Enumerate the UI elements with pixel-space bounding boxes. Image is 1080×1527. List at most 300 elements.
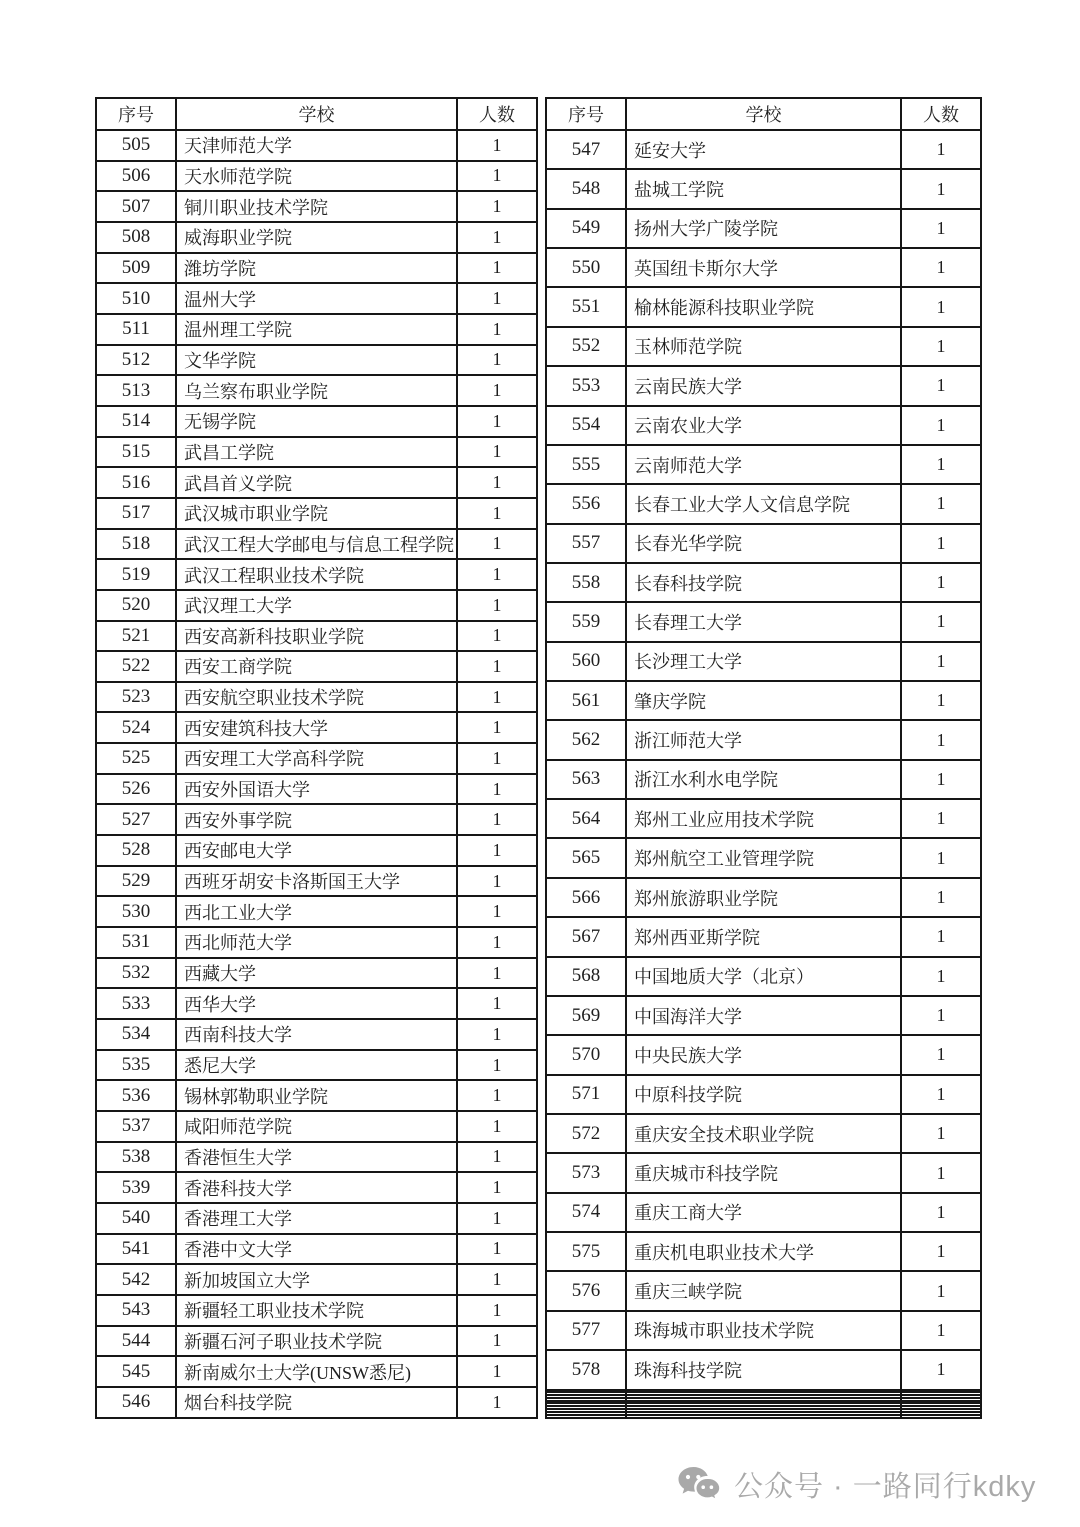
table-row (96, 1295, 537, 1326)
footer-text: 公众号 · 一路同行kdky (734, 1470, 1037, 1503)
table-row (546, 524, 981, 563)
school-cell: 重庆城市科技学院 (626, 1153, 901, 1192)
count-cell: 1 (901, 209, 981, 248)
table-row (96, 1387, 537, 1418)
school-cell: 延安大学 (626, 130, 901, 169)
serial-cell: 567 (546, 917, 626, 956)
school-cell: 潍坊学院 (176, 253, 457, 284)
count-cell: 1 (901, 878, 981, 917)
empty-row (546, 1415, 981, 1418)
table-row (96, 345, 537, 376)
school-cell: 长春光华学院 (626, 524, 901, 563)
count-cell: 1 (901, 957, 981, 996)
serial-cell: 530 (96, 896, 176, 927)
serial-cell: 551 (546, 287, 626, 326)
footer (676, 1460, 1036, 1508)
school-cell: 西安理工大学高科学院 (176, 743, 457, 774)
table-row (546, 1193, 981, 1232)
count-cell: 1 (457, 498, 537, 529)
school-cell: 西北师范大学 (176, 927, 457, 958)
serial-cell: 578 (546, 1350, 626, 1389)
serial-cell: 569 (546, 996, 626, 1035)
count-cell: 1 (901, 169, 981, 208)
serial-cell: 558 (546, 563, 626, 602)
school-cell: 西安邮电大学 (176, 835, 457, 866)
serial-cell: 566 (546, 878, 626, 917)
serial-cell: 549 (546, 209, 626, 248)
school-cell: 乌兰察布职业学院 (176, 375, 457, 406)
count-cell: 1 (457, 1387, 537, 1418)
school-cell: 郑州航空工业管理学院 (626, 838, 901, 877)
count-cell: 1 (901, 838, 981, 877)
school-cell: 云南师范大学 (626, 445, 901, 484)
school-cell: 新加坡国立大学 (176, 1264, 457, 1295)
school-cell: 香港中文大学 (176, 1234, 457, 1265)
school-cell: 郑州工业应用技术学院 (626, 799, 901, 838)
table-row (96, 1050, 537, 1081)
table-row (96, 375, 537, 406)
count-cell: 1 (457, 406, 537, 437)
school-cell: 西安高新科技职业学院 (176, 621, 457, 652)
school-cell: 浙江师范大学 (626, 720, 901, 759)
serial-cell: 568 (546, 957, 626, 996)
count-cell: 1 (901, 681, 981, 720)
serial-cell: 505 (96, 130, 176, 161)
count-cell: 1 (457, 253, 537, 284)
table-row (96, 621, 537, 652)
table-row (546, 799, 981, 838)
table-row (546, 838, 981, 877)
table-row (96, 774, 537, 805)
serial-cell: 523 (96, 682, 176, 713)
school-cell: 咸阳师范学院 (176, 1111, 457, 1142)
count-cell: 1 (457, 896, 537, 927)
count-cell: 1 (901, 248, 981, 287)
school-cell: 英国纽卡斯尔大学 (626, 248, 901, 287)
school-cell: 新疆轻工职业技术学院 (176, 1295, 457, 1326)
school-cell: 珠海科技学院 (626, 1350, 901, 1389)
serial-cell: 548 (546, 169, 626, 208)
school-cell: 长春工业大学人文信息学院 (626, 484, 901, 523)
table-row (546, 1311, 981, 1350)
school-cell: 重庆机电职业技术大学 (626, 1232, 901, 1271)
serial-cell: 517 (96, 498, 176, 529)
count-cell: 1 (457, 1111, 537, 1142)
serial-cell: 562 (546, 720, 626, 759)
count-cell: 1 (457, 621, 537, 652)
table-row (546, 1114, 981, 1153)
serial-cell: 564 (546, 799, 626, 838)
count-cell: 1 (901, 327, 981, 366)
count-cell: 1 (901, 917, 981, 956)
table-row (96, 1080, 537, 1111)
count-cell: 1 (901, 642, 981, 681)
table-row (96, 804, 537, 835)
serial-cell: 547 (546, 130, 626, 169)
count-cell: 1 (457, 774, 537, 805)
school-cell: 无锡学院 (176, 406, 457, 437)
count-cell: 1 (901, 287, 981, 326)
table-row (96, 283, 537, 314)
column-header: 学校 (626, 98, 901, 130)
serial-cell: 542 (96, 1264, 176, 1295)
school-cell: 浙江水利水电学院 (626, 760, 901, 799)
count-cell: 1 (457, 1295, 537, 1326)
table-row (96, 529, 537, 560)
school-cell: 重庆安全技术职业学院 (626, 1114, 901, 1153)
serial-cell: 561 (546, 681, 626, 720)
count-cell: 1 (901, 1350, 981, 1389)
school-cell: 西藏大学 (176, 958, 457, 989)
empty-cell (901, 1415, 981, 1418)
table-row (96, 406, 537, 437)
serial-cell: 539 (96, 1172, 176, 1203)
school-cell: 重庆三峡学院 (626, 1271, 901, 1310)
table-row (96, 682, 537, 713)
serial-cell: 576 (546, 1271, 626, 1310)
count-cell: 1 (457, 1234, 537, 1265)
count-cell: 1 (457, 1019, 537, 1050)
serial-cell: 565 (546, 838, 626, 877)
column-header: 人数 (457, 98, 537, 130)
tables-container (95, 97, 982, 1419)
table-row (96, 1172, 537, 1203)
count-cell: 1 (457, 958, 537, 989)
count-cell: 1 (901, 406, 981, 445)
serial-cell: 507 (96, 191, 176, 222)
table-row (96, 988, 537, 1019)
table-row (546, 878, 981, 917)
serial-cell: 524 (96, 712, 176, 743)
serial-cell: 531 (96, 927, 176, 958)
count-cell: 1 (457, 712, 537, 743)
count-cell: 1 (457, 1172, 537, 1203)
table-row (96, 1019, 537, 1050)
count-cell: 1 (901, 366, 981, 405)
count-cell: 1 (901, 130, 981, 169)
serial-cell: 511 (96, 314, 176, 345)
column-header: 序号 (96, 98, 176, 130)
serial-cell: 575 (546, 1232, 626, 1271)
serial-cell: 574 (546, 1193, 626, 1232)
table-row (96, 314, 537, 345)
count-cell: 1 (457, 1356, 537, 1387)
count-cell: 1 (901, 720, 981, 759)
table-row (96, 712, 537, 743)
empty-cell (626, 1415, 901, 1418)
table-row (546, 445, 981, 484)
table-row (96, 1264, 537, 1295)
table-row (96, 590, 537, 621)
serial-cell: 559 (546, 602, 626, 641)
table-row (546, 287, 981, 326)
count-cell: 1 (901, 602, 981, 641)
table-row (546, 563, 981, 602)
table-row (96, 559, 537, 590)
count-cell: 1 (457, 161, 537, 192)
school-cell: 中央民族大学 (626, 1035, 901, 1074)
serial-cell: 544 (96, 1326, 176, 1357)
serial-cell: 546 (96, 1387, 176, 1418)
count-cell: 1 (901, 563, 981, 602)
serial-cell: 556 (546, 484, 626, 523)
school-cell: 榆林能源科技职业学院 (626, 287, 901, 326)
school-cell: 香港理工大学 (176, 1203, 457, 1234)
column-header: 序号 (546, 98, 626, 130)
school-cell: 悉尼大学 (176, 1050, 457, 1081)
school-cell: 武汉城市职业学院 (176, 498, 457, 529)
school-cell: 新疆石河子职业技术学院 (176, 1326, 457, 1357)
serial-cell: 509 (96, 253, 176, 284)
table-row (546, 366, 981, 405)
table-row (546, 917, 981, 956)
count-cell: 1 (457, 804, 537, 835)
school-table-right (545, 97, 982, 1419)
table-row (546, 248, 981, 287)
table-row (96, 1234, 537, 1265)
count-cell: 1 (901, 1075, 981, 1114)
school-cell: 香港科技大学 (176, 1172, 457, 1203)
table-row (546, 1350, 981, 1389)
count-cell: 1 (457, 743, 537, 774)
count-cell: 1 (901, 996, 981, 1035)
school-cell: 武昌工学院 (176, 437, 457, 468)
school-cell: 长春科技学院 (626, 563, 901, 602)
school-cell: 西安外国语大学 (176, 774, 457, 805)
serial-cell: 510 (96, 283, 176, 314)
school-cell: 西安外事学院 (176, 804, 457, 835)
school-cell: 温州理工学院 (176, 314, 457, 345)
table-row (96, 222, 537, 253)
table-row (96, 191, 537, 222)
table-row (546, 484, 981, 523)
serial-cell: 577 (546, 1311, 626, 1350)
school-table-left (95, 97, 538, 1419)
serial-cell: 552 (546, 327, 626, 366)
school-cell: 香港恒生大学 (176, 1142, 457, 1173)
table-row (546, 996, 981, 1035)
school-cell: 中原科技学院 (626, 1075, 901, 1114)
count-cell: 1 (457, 1050, 537, 1081)
count-cell: 1 (901, 1193, 981, 1232)
school-cell: 玉林师范学院 (626, 327, 901, 366)
serial-cell: 528 (96, 835, 176, 866)
school-cell: 云南民族大学 (626, 366, 901, 405)
empty-cell (546, 1415, 626, 1418)
count-cell: 1 (901, 445, 981, 484)
serial-cell: 518 (96, 529, 176, 560)
school-cell: 武汉工程职业技术学院 (176, 559, 457, 590)
table-row (546, 602, 981, 641)
table-row (546, 1075, 981, 1114)
school-cell: 新南威尔士大学(UNSW悉尼) (176, 1356, 457, 1387)
count-cell: 1 (901, 1114, 981, 1153)
serial-cell: 520 (96, 590, 176, 621)
column-header: 学校 (176, 98, 457, 130)
table-row (96, 1326, 537, 1357)
serial-cell: 522 (96, 651, 176, 682)
count-cell: 1 (457, 437, 537, 468)
table-row (546, 1232, 981, 1271)
table-row (546, 642, 981, 681)
table-row (96, 1111, 537, 1142)
count-cell: 1 (901, 1271, 981, 1310)
table-row (96, 437, 537, 468)
serial-cell: 545 (96, 1356, 176, 1387)
table-row (546, 169, 981, 208)
school-cell: 西北工业大学 (176, 896, 457, 927)
table-row (96, 866, 537, 897)
school-cell: 西南科技大学 (176, 1019, 457, 1050)
school-cell: 郑州旅游职业学院 (626, 878, 901, 917)
serial-cell: 521 (96, 621, 176, 652)
serial-cell: 512 (96, 345, 176, 376)
serial-cell: 538 (96, 1142, 176, 1173)
count-cell: 1 (901, 1311, 981, 1350)
count-cell: 1 (457, 283, 537, 314)
school-cell: 锡林郭勒职业学院 (176, 1080, 457, 1111)
school-cell: 云南农业大学 (626, 406, 901, 445)
school-cell: 武昌首义学院 (176, 467, 457, 498)
school-cell: 扬州大学广陵学院 (626, 209, 901, 248)
serial-cell: 555 (546, 445, 626, 484)
count-cell: 1 (901, 799, 981, 838)
count-cell: 1 (457, 529, 537, 560)
table-row (96, 835, 537, 866)
table-row (96, 498, 537, 529)
table-row (96, 1142, 537, 1173)
count-cell: 1 (457, 130, 537, 161)
table-row (96, 253, 537, 284)
count-cell: 1 (457, 866, 537, 897)
school-cell: 武汉理工大学 (176, 590, 457, 621)
school-cell: 铜川职业技术学院 (176, 191, 457, 222)
table-row (546, 720, 981, 759)
table-row (546, 1035, 981, 1074)
serial-cell: 573 (546, 1153, 626, 1192)
serial-cell: 506 (96, 161, 176, 192)
serial-cell: 525 (96, 743, 176, 774)
serial-cell: 529 (96, 866, 176, 897)
serial-cell: 514 (96, 406, 176, 437)
count-cell: 1 (901, 1153, 981, 1192)
table-row (96, 927, 537, 958)
school-cell: 珠海城市职业技术学院 (626, 1311, 901, 1350)
count-cell: 1 (457, 1080, 537, 1111)
school-cell: 天津师范大学 (176, 130, 457, 161)
serial-cell: 516 (96, 467, 176, 498)
count-cell: 1 (457, 1326, 537, 1357)
table-row (96, 958, 537, 989)
school-cell: 西华大学 (176, 988, 457, 1019)
school-cell: 西安航空职业技术学院 (176, 682, 457, 713)
serial-cell: 571 (546, 1075, 626, 1114)
count-cell: 1 (901, 1232, 981, 1271)
serial-cell: 540 (96, 1203, 176, 1234)
school-cell: 长春理工大学 (626, 602, 901, 641)
serial-cell: 560 (546, 642, 626, 681)
school-cell: 烟台科技学院 (176, 1387, 457, 1418)
serial-cell: 543 (96, 1295, 176, 1326)
school-cell: 温州大学 (176, 283, 457, 314)
table-row (96, 467, 537, 498)
serial-cell: 572 (546, 1114, 626, 1153)
school-cell: 重庆工商大学 (626, 1193, 901, 1232)
table-row (546, 406, 981, 445)
count-cell: 1 (457, 559, 537, 590)
school-cell: 西安工商学院 (176, 651, 457, 682)
school-cell: 郑州西亚斯学院 (626, 917, 901, 956)
table-row (96, 896, 537, 927)
serial-cell: 513 (96, 375, 176, 406)
count-cell: 1 (457, 651, 537, 682)
table-row (546, 760, 981, 799)
school-cell: 西班牙胡安卡洛斯国王大学 (176, 866, 457, 897)
table-row (546, 1271, 981, 1310)
school-cell: 盐城工学院 (626, 169, 901, 208)
serial-cell: 563 (546, 760, 626, 799)
count-cell: 1 (901, 1035, 981, 1074)
count-cell: 1 (901, 760, 981, 799)
serial-cell: 515 (96, 437, 176, 468)
count-cell: 1 (457, 1142, 537, 1173)
serial-cell: 534 (96, 1019, 176, 1050)
serial-cell: 508 (96, 222, 176, 253)
serial-cell: 526 (96, 774, 176, 805)
school-cell: 威海职业学院 (176, 222, 457, 253)
wechat-icon (676, 1464, 722, 1504)
serial-cell: 541 (96, 1234, 176, 1265)
column-header: 人数 (901, 98, 981, 130)
table-row (96, 743, 537, 774)
table-row (546, 1153, 981, 1192)
table-row (96, 651, 537, 682)
school-cell: 中国地质大学（北京） (626, 957, 901, 996)
count-cell: 1 (457, 467, 537, 498)
count-cell: 1 (457, 988, 537, 1019)
serial-cell: 527 (96, 804, 176, 835)
count-cell: 1 (457, 682, 537, 713)
school-cell: 武汉工程大学邮电与信息工程学院 (176, 529, 457, 560)
count-cell: 1 (901, 524, 981, 563)
count-cell: 1 (457, 1264, 537, 1295)
serial-cell: 554 (546, 406, 626, 445)
count-cell: 1 (457, 314, 537, 345)
serial-cell: 536 (96, 1080, 176, 1111)
count-cell: 1 (457, 927, 537, 958)
table-row (96, 1203, 537, 1234)
table-row (96, 1356, 537, 1387)
school-cell: 肇庆学院 (626, 681, 901, 720)
count-cell: 1 (901, 484, 981, 523)
table-row (546, 209, 981, 248)
count-cell: 1 (457, 222, 537, 253)
count-cell: 1 (457, 375, 537, 406)
count-cell: 1 (457, 835, 537, 866)
table-row (96, 161, 537, 192)
serial-cell: 535 (96, 1050, 176, 1081)
table-row (546, 681, 981, 720)
table-row (546, 130, 981, 169)
serial-cell: 533 (96, 988, 176, 1019)
serial-cell: 553 (546, 366, 626, 405)
table-row (546, 327, 981, 366)
serial-cell: 532 (96, 958, 176, 989)
school-cell: 长沙理工大学 (626, 642, 901, 681)
school-cell: 西安建筑科技大学 (176, 712, 457, 743)
count-cell: 1 (457, 345, 537, 376)
school-cell: 天水师范学院 (176, 161, 457, 192)
